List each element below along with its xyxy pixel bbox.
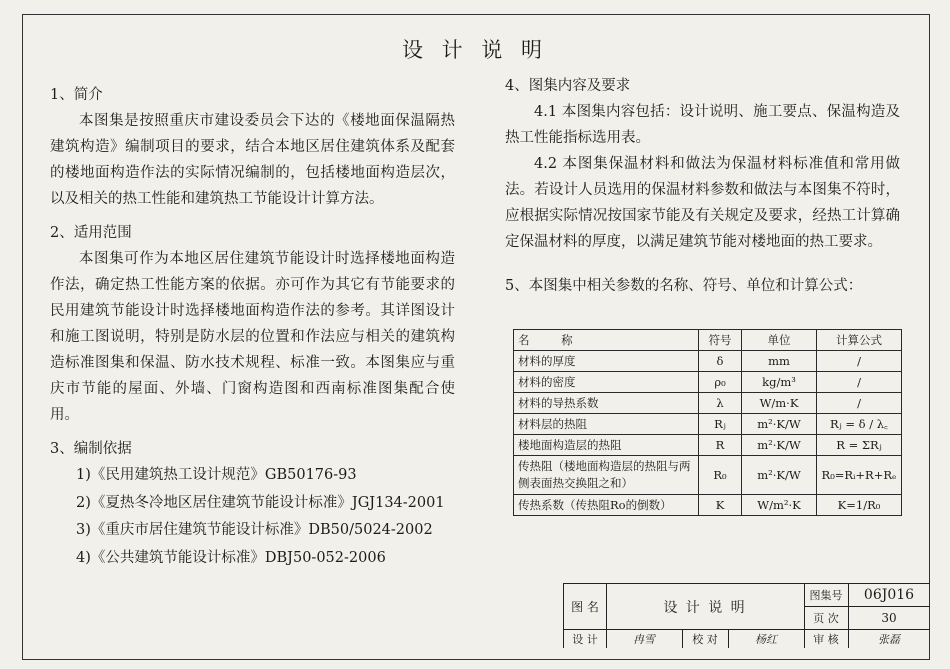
table-cell: 材料层的热阻 (514, 414, 699, 435)
drawing-name-label: 图 名 (571, 600, 599, 614)
section-3-title: 3、编制依据 (50, 441, 132, 457)
table-cell: kg/m³ (742, 372, 817, 393)
table-cell: R₀=Rᵢ+R+Rₑ (817, 456, 902, 495)
table-cell: m²·K/W (742, 435, 817, 456)
table-cell: 传热系数（传热阻Ro的倒数） (514, 495, 699, 516)
table-header-row (514, 330, 902, 351)
drawing-name: 设 计 说 明 (663, 599, 747, 616)
section-4-title: 4、图集内容及要求 (505, 78, 631, 94)
section-4-2-text: 4.2 本图集保温材料和做法为保温材料标准值和常用做法。若设计人员选用的保温材料参数和做法与本图集不符时，应根据实际情况按国家节能及有关规定及要求，经热工计算确定保温材料的厚度，以满足建筑节能对楼地面的热工要求。 (505, 156, 900, 250)
page-title: 设 计 说 明 (401, 38, 549, 62)
checker-signature: 杨红 (755, 632, 777, 646)
table-cell: Rⱼ = δ / λ꜀ (817, 414, 902, 435)
table-cell: 楼地面构造层的热阻 (514, 435, 699, 456)
table-cell: / (817, 372, 902, 393)
table-row (514, 495, 902, 516)
reference-item: 4)《公共建筑节能设计标准》DBJ50-052-2006 (76, 549, 386, 566)
table-header-cell: 符号 (699, 330, 742, 351)
table-row (514, 456, 902, 495)
section-2-text: 本图集可作为本地区居住建筑节能设计时选择楼地面构造作法，确定热工性能方案的依据。亦可作为其它有节能要求的民用建筑节能设计时选择楼地面构造作法的参考。其详图设计和施工图说明，特别是防水层的位置和作法应与相关的建筑构造标准图集和保温、防水技术规程、标准一致。本图集应与重庆市节能的屋面、外墙、门窗构造图和西南标准图集配合使用。 (50, 251, 455, 423)
table-cell: W/m²·K (742, 495, 817, 516)
table-cell: m²·K/W (742, 414, 817, 435)
table-cell: / (817, 393, 902, 414)
table-cell: m²·K/W (742, 456, 817, 495)
checker-label: 校 对 (692, 632, 718, 646)
table-header-cell: 单位 (742, 330, 817, 351)
table-cell: δ (699, 351, 742, 372)
section-1-title: 1、简介 (50, 87, 103, 103)
right-column (505, 73, 900, 299)
section-2-title: 2、适用范围 (50, 225, 132, 241)
parameter-table (513, 329, 902, 516)
reviewer-signature: 张磊 (878, 632, 900, 646)
designer-signature: 冉雪 (633, 632, 655, 646)
left-column (50, 82, 455, 572)
table-row (514, 435, 902, 456)
reference-item: 3)《重庆市居住建筑节能设计标准》DB50/5024-2002 (76, 522, 433, 538)
page-number: 30 (881, 610, 897, 625)
table-row (514, 393, 902, 414)
table-cell: 材料的密度 (514, 372, 699, 393)
table-cell: λ (699, 393, 742, 414)
section-5-title: 5、本图集中相关参数的名称、符号、单位和计算公式： (505, 278, 863, 294)
atlas-number-label: 图集号 (809, 589, 843, 602)
table-cell: 传热阻（楼地面构造层的热阻与两侧表面热交换阻之和） (514, 456, 699, 495)
table-cell: Rⱼ (699, 414, 742, 435)
designer-label: 设 计 (572, 632, 598, 646)
table-cell: R = ΣRⱼ (817, 435, 902, 456)
section-4-1-text: 4.1 本图集内容包括：设计说明、施工要点、保温构造及热工性能指标选用表。 (505, 104, 900, 146)
reviewer-label: 审 核 (813, 632, 839, 646)
atlas-number: 06J016 (863, 587, 915, 603)
table-cell: K (699, 495, 742, 516)
table-header-cell: 计算公式 (817, 330, 902, 351)
table-row (514, 351, 902, 372)
reference-item: 1)《民用建筑热工设计规范》GB50176-93 (76, 467, 357, 483)
title-block (563, 583, 930, 648)
table-cell: mm (742, 351, 817, 372)
table-header-cell: 名 称 (514, 330, 699, 351)
page-number-label: 页 次 (813, 611, 839, 625)
table-cell: / (817, 351, 902, 372)
section-1-text: 本图集是按照重庆市建设委员会下达的《楼地面保温隔热建筑构造》编制项目的要求，结合本地区居住建筑体系及配套的楼地面构造作法的实际情况编制的，包括楼地面构造层次，以及相关的热工性能和建筑热工节能设计计算方法。 (50, 113, 455, 207)
table-cell: ρ₀ (699, 372, 742, 393)
table-row (514, 372, 902, 393)
table-cell: 材料的厚度 (514, 351, 699, 372)
table-row (514, 414, 902, 435)
table-cell: R (699, 435, 742, 456)
table-cell: 材料的导热系数 (514, 393, 699, 414)
reference-item: 2)《夏热冬冷地区居住建筑节能设计标准》JGJ134-2001 (76, 494, 445, 511)
table-cell: K=1/R₀ (817, 495, 902, 516)
table-cell: R₀ (699, 456, 742, 495)
table-cell: W/m·K (742, 393, 817, 414)
